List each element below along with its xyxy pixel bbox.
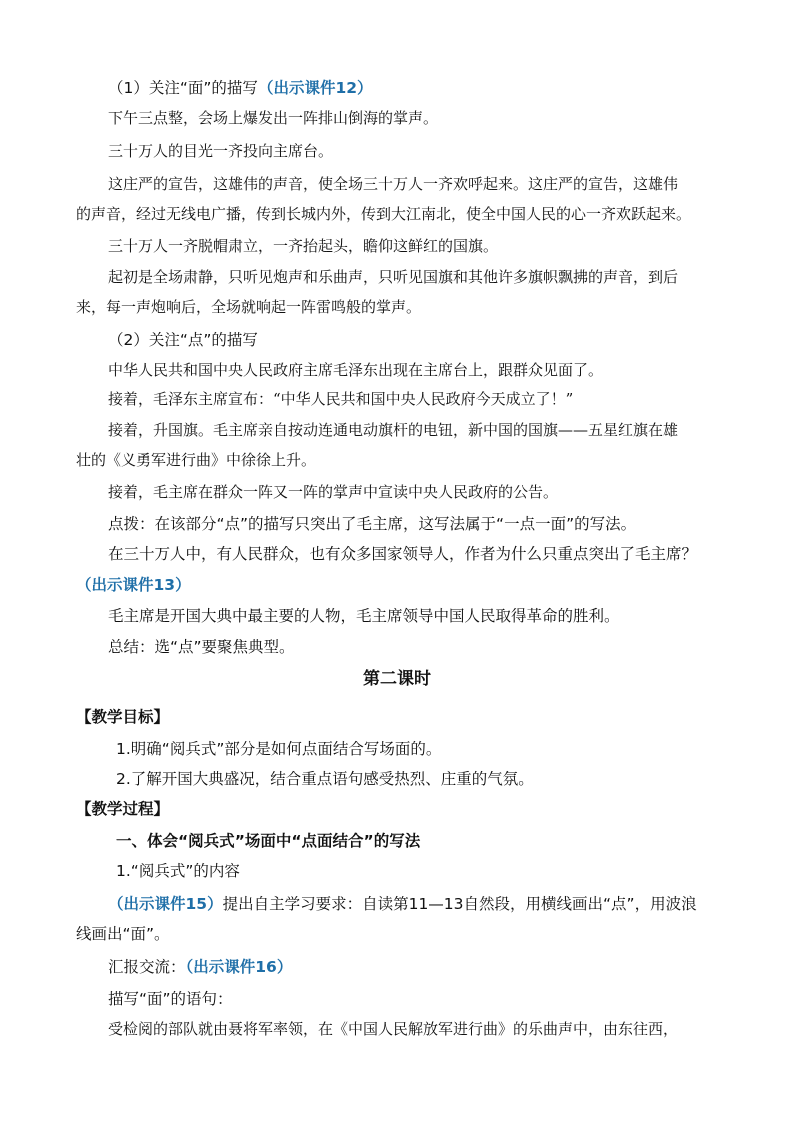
hint-text: 点拨：在该部分“点”的描写只突出了毛主席，这写法属于“一点一面”的写法。 <box>108 515 637 533</box>
quote-line: 接着，毛主席在群众一阵又一阵的掌声中宣读中央人民政府的公告。 <box>108 483 559 501</box>
quote-line: 三十万人一齐脱帽肃立，一齐抬起头，瞻仰这鲜红的国旗。 <box>108 237 499 255</box>
quote-line: 下午三点整，会场上爆发出一阵排山倒海的掌声。 <box>108 109 439 127</box>
report-line: 汇报交流：（出示课件16） <box>108 958 293 976</box>
quote-line: 接着，升国旗。毛主席亲自按动连通电动旗杆的电钮，新中国的国旗——五星红旗在雄 <box>108 421 679 439</box>
part-heading: 一、体会“阅兵式”场面中“点面结合”的写法 <box>116 832 421 850</box>
goals-label: 【教学目标】 <box>76 708 170 726</box>
face-label: 描写“面”的语句： <box>108 990 233 1008</box>
summary-text: 总结：选“点”要聚焦典型。 <box>108 638 295 656</box>
task-line: （出示课件15）提出自主学习要求：自读第11—13自然段，用横线画出“点”，用波浪 <box>108 895 697 913</box>
goal-item: 1.明确“阅兵式”部分是如何点面结合写场面的。 <box>116 740 442 758</box>
task-line-cont: 线画出“面”。 <box>76 925 170 943</box>
quote-line: 中华人民共和国中央人民政府主席毛泽东出现在主席台上，跟群众见面了。 <box>108 361 604 379</box>
quote-line: 受检阅的部队就由聂将军率领，在《中国人民解放军进行曲》的乐曲声中，由东往西， <box>108 1020 679 1038</box>
courseware-tag: （出示课件15） <box>108 895 223 913</box>
process-label: 【教学过程】 <box>76 800 170 818</box>
quote-line: 壮的《义勇军进行曲》中徐徐上升。 <box>76 451 317 469</box>
quote-line: 的声音，经过无线电广播，传到长城内外，传到大江南北，使全中国人民的心一齐欢跃起来。 <box>76 205 692 223</box>
section2-heading: （2）关注“点”的描写 <box>108 331 258 349</box>
answer-text: 毛主席是开国大典中最主要的人物，毛主席领导中国人民取得革命的胜利。 <box>108 607 620 625</box>
quote-line: 来，每一声炮响后，全场就响起一阵雷鸣般的掌声。 <box>76 298 422 316</box>
item-heading: 1.“阅兵式”的内容 <box>116 862 240 880</box>
courseware-tag: （出示课件13） <box>76 576 191 594</box>
courseware-tag: （出示课件12） <box>257 79 373 97</box>
question-text: 在三十万人中，有人民群众，也有众多国家领导人，作者为什么只重点突出了毛主席？ <box>108 545 698 563</box>
quote-line: 三十万人的目光一齐投向主席台。 <box>108 142 334 160</box>
courseware-tag: （出示课件16） <box>185 958 293 976</box>
quote-line: 起初是全场肃静，只听见炮声和乐曲声，只听见国旗和其他许多旗帜飘拂的声音，到后 <box>108 268 679 286</box>
lesson-title: 第二课时 <box>363 669 431 689</box>
quote-line: 接着，毛泽东主席宣布：“中华人民共和国中央人民政府今天成立了！” <box>108 390 574 408</box>
quote-line: 这庄严的宣告，这雄伟的声音，使全场三十万人一齐欢呼起来。这庄严的宣告，这雄伟 <box>108 175 679 193</box>
goal-item: 2.了解开国大典盛况，结合重点语句感受热烈、庄重的气氛。 <box>116 770 534 788</box>
section1-heading: （1）关注“面”的描写（出示课件12） <box>108 79 373 97</box>
